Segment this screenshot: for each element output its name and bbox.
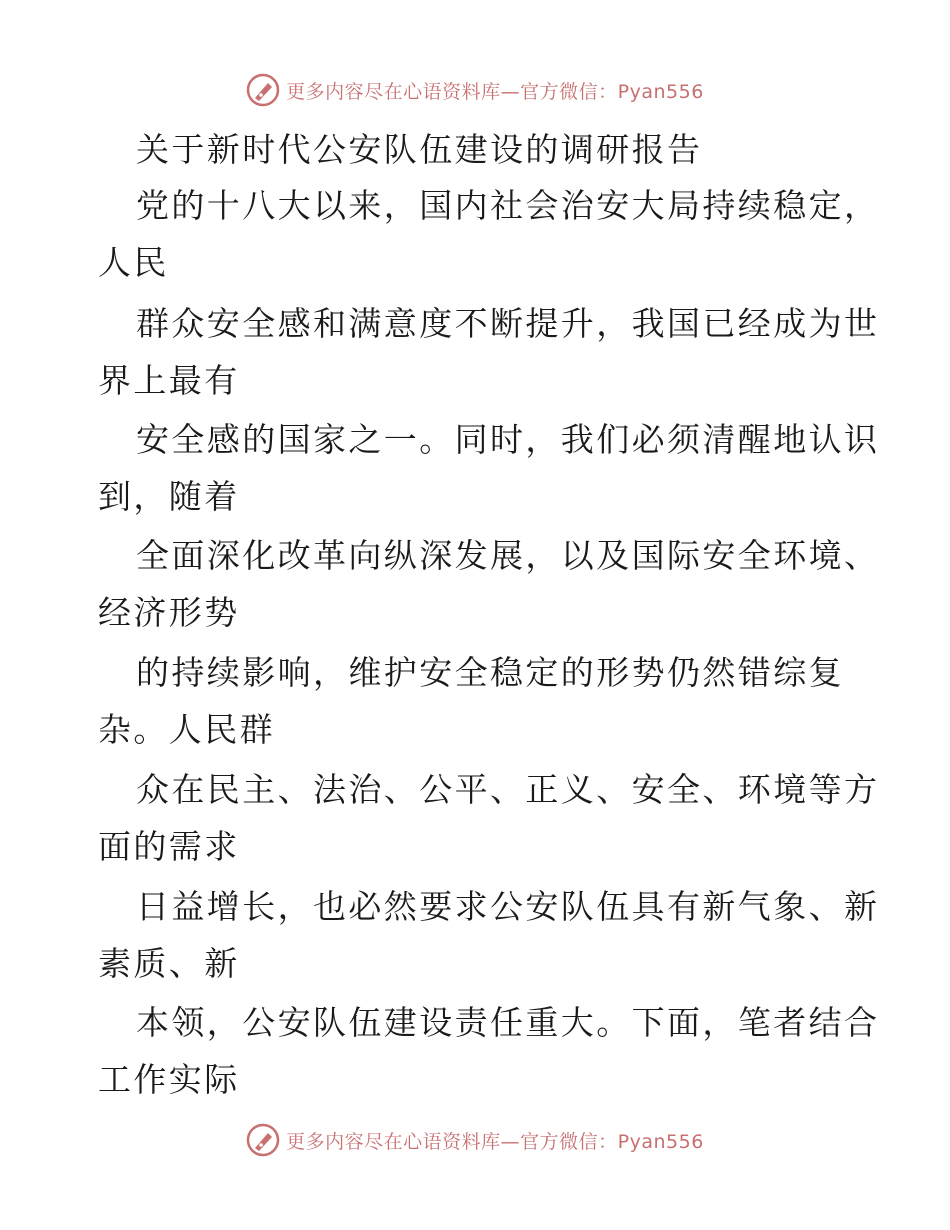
paragraph-line: 杂。人民群 [98,710,275,749]
paragraph-line: 党的十八大以来，国内社会治安大局持续稳定， [136,186,880,225]
paragraph-line: 素质、新 [98,944,240,983]
paragraph-line: 本领，公安队伍建设责任重大。下面，笔者结合 [136,1003,880,1042]
paragraph-line: 众在民主、法治、公平、正义、安全、环境等方 [136,770,880,809]
paragraph-line: 工作实际 [98,1060,240,1099]
document-title: 关于新时代公安队伍建设的调研报告 [136,130,703,169]
paragraph-line: 界上最有 [98,361,240,400]
paragraph-line: 到，随着 [98,477,240,516]
paragraph-line: 群众安全感和满意度不断提升，我国已经成为世 [136,304,880,343]
footer-watermark [0,1120,950,1160]
header-watermark [0,70,950,110]
paragraph-line: 面的需求 [98,827,240,866]
paragraph-line: 安全感的国家之一。同时，我们必须清醒地认识 [136,420,880,459]
paragraph-line: 全面深化改革向纵深发展，以及国际安全环境、 [136,536,880,575]
pen-nib-logo-icon [246,1123,280,1157]
paragraph-line: 经济形势 [98,593,240,632]
footer-watermark-text: 更多内容尽在心语资料库—官方微信：Pyan556 [286,1130,704,1153]
pen-nib-logo-icon [246,73,280,107]
paragraph-line: 人民 [98,243,169,282]
paragraph-line: 的持续影响，维护安全稳定的形势仍然错综复 [136,653,844,692]
header-watermark-text: 更多内容尽在心语资料库—官方微信：Pyan556 [286,80,704,103]
paragraph-line: 日益增长，也必然要求公安队伍具有新气象、新 [136,887,880,926]
